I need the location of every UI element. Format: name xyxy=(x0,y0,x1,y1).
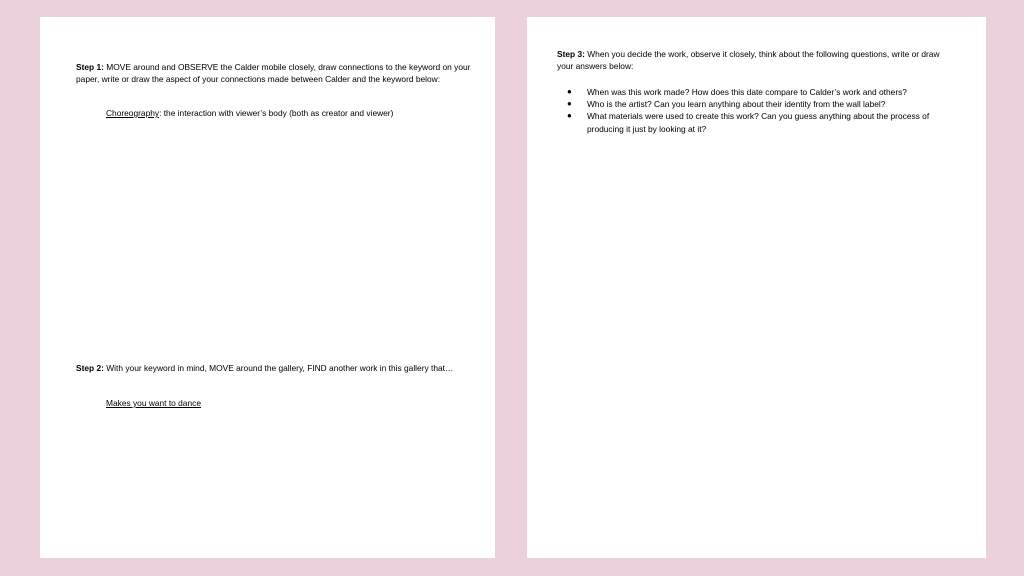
step2-instructions xyxy=(76,362,471,374)
bullet-icon: ● xyxy=(567,87,572,96)
bullet-icon: ● xyxy=(567,111,572,121)
step1-heading: Step 1: xyxy=(76,62,104,72)
step2-prompt: Makes you want to dance xyxy=(106,398,201,408)
step2-prompt-line xyxy=(106,397,466,409)
step2-text: With your keyword in mind, MOVE around the gallery, FIND another work in this gallery that… xyxy=(106,363,454,373)
step1-keyword-description: : the interaction with viewer’s body (both as creator and viewer) xyxy=(159,108,394,118)
question-item xyxy=(567,98,952,110)
step3-text: When you decide the work, observe it closely, think about the following questions, write or draw your answers below: xyxy=(557,49,940,72)
step1-keyword-line xyxy=(106,107,466,119)
question-text: What materials were used to create this work? Can you guess anything about the process of producing it just by looking at it? xyxy=(587,111,930,134)
step1-text: MOVE around and OBSERVE the Calder mobile closely, draw connections to the keyword on your paper, write or draw the aspect of your connections made between Calder and the keyword below: xyxy=(76,62,471,85)
worksheet-page-left xyxy=(40,17,495,558)
question-text: Who is the artist? Can you learn anything about their identity from the wall label? xyxy=(587,99,886,110)
step1-instructions xyxy=(76,61,471,85)
question-text: When was this work made? How does this date compare to Calder’s work and others? xyxy=(587,87,907,97)
question-item xyxy=(567,110,952,134)
step3-instructions xyxy=(557,48,957,72)
step2-heading: Step 2: xyxy=(76,363,104,373)
worksheet-page-right xyxy=(527,17,986,558)
question-item xyxy=(567,86,952,98)
bullet-icon: ● xyxy=(567,99,572,109)
step3-heading: Step 3: xyxy=(557,49,585,59)
step1-keyword: Choreography xyxy=(106,108,160,118)
step3-question-list xyxy=(567,86,952,135)
